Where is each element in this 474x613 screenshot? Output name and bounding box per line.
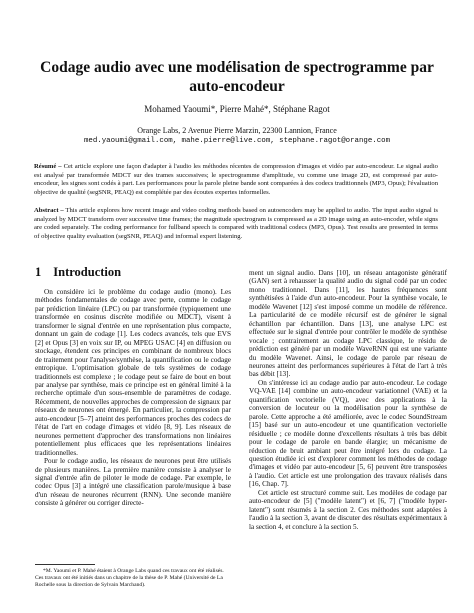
paper-title: [20, 58, 454, 96]
abstract-french-text: Cet article explore une façon d'adapter à l'audio les méthodes récentes de compression d'images et vidéo par auto-encodeur. Le signal audio est analysé par transformée MDCT sur des trames successives; le spectrogramme d'amplitude, vu comme une image 2D, est compressé par auto-encodeur, les signes sont codés à part. Les performances pour la parole pleine bande sont comparées à des codecs traditionnels (MP3, Opus); l'évaluation objective de qualité (segSNR, PEAQ) est complétée par des écoutes expertes informelles.: [34, 163, 438, 197]
paragraph: Pour le codage audio, les réseaux de neurones peut être utilisés de plusieurs manières. La première manière consiste à analyser le signal d'entrée afin de piloter le mode de codage. Par exemple, le codec Opus [3] a intégré une classification parole/musique à base d'un réseau de neurones récurrent (RNN). Une seconde manière consiste à générer ou corriger directe-: [35, 457, 231, 508]
author-emails: med.yaoumi@gmail.com, mahe.pierre@live.com, stephane.ragot@orange.com: [83, 137, 391, 145]
title-line-1: Codage audio avec une modélisation de spectrogramme par: [40, 59, 434, 76]
section-number: 1: [35, 265, 42, 279]
abstract-english-text: This article explores how recent image and video coding methods based on autoencoders may be applied to audio. The input audio signal is analyzed by MDCT transform over successive time frames; the magnitude spectrogram is compressed as a 2D image using an auto-encoder, while signs are coded separately. The coding performance for fullband speech is compared with traditional codecs (MP3, Opus). Test results are presented in terms of objective quality evaluation (segSNR, PEAQ) and informal expert listening.: [34, 207, 438, 241]
paragraph: ment un signal audio. Dans [10], un réseau antagoniste génératif (GAN) sert à rehausser la qualité audio du signal codé par un codec mono traditionnel. Dans [11], les hautes fréquences sont synthétisées à l'aide d'un auto-encodeur. Pour la synthèse vocale, le modèle Wavenet [12] s'est imposé comme un modèle de référence. La particularité de ce modèle récursif est de générer le signal échantillon par échantillon. Dans [13], une analyse LPC est effectuée sur le signal d'entrée pour contrôler le modèle de synthèse vocale ; contrairement au codage LPC classique, le résidu de prédiction est généré par un modèle WaveRNN qui est une variante du modèle Wavenet. Ainsi, le codage de parole par réseau de neurones atteint des performances supérieures à l'état de l'art à très bas débit [13].: [249, 269, 447, 379]
abstract-english: [34, 207, 438, 242]
affiliation: Orange Labs, 2 Avenue Pierre Marzin, 22300 Lannion, France: [137, 126, 337, 135]
right-column: [249, 269, 447, 531]
paragraph: On considère ici le problème du codage audio (mono). Les méthodes fondamentales de codage avec perte, comme le codage par prédiction linéaire (LPC) ou par transformée (typiquement une transformée en cosinus discrète modifiée ou MDCT), visent à transformer le signal d'entrée en une représentation plus compacte, donnant un gain de codage [1]. Les codecs avancés, tels que EVS [2] et Opus [3] en voix sur IP, ou MPEG USAC [4] en diffusion ou stockage, étendent ces principes en combinant de nombreux blocs de traitement pour l'analyse/synthèse, la quantification ou le codage entropique. L'optimisation globale de tels systèmes de codage traditionnels est complexe ; le codage peut se faire de bout en bout par analyse par synthèse, mais ce principe est en général limité à la recherche optimale d'un sous-ensemble de paramètres de codage. Récemment, de nouvelles approches de compression de signaux par réseaux de neurones ont émergé. En particulier, la compression par auto-encodeur [5–7] atteint des performances proches des codecs de l'état de l'art en codage d'images et vidéo [8, 9]. Les réseaux de neurones permettent d'approcher des transformations non linéaires potentiellement plus efficaces que les représentations linéaires traditionnelles.: [35, 288, 231, 457]
section-title: Introduction: [53, 265, 122, 279]
abstract-french: [34, 163, 438, 198]
footnote: [35, 568, 231, 588]
section-heading: [35, 265, 231, 279]
abstract-english-label: Abstract –: [34, 207, 64, 214]
abstract-french-label: Résumé –: [34, 163, 62, 170]
paragraph: On s'intéresse ici au codage audio par auto-encodeur. Le codage VQ-VAE [14] combine un auto-encodeur variationnel (VAE) et la quantification vectorielle (VQ), avec des applications à la conversion de locuteur ou la modélisation pour la synthèse de parole. Cette approche a été améliorée, avec le codec SoundStream [15] basé sur un auto-encodeur et une quantification vectorielle résiduelle ; ce modèle donne d'excellents résultats à très bas débit pour le codage de parole en bande élargie; un mécanisme de réduction de bruit ambiant peut être intégré lors du codage. La question étudiée ici est d'explorer comment les méthodes de codage d'images et vidéo par auto-encodeur [5, 6] peuvent être transposées à l'audio. Cet article est une prolongation des travaux réalisés dans [16, Chap. 7].: [249, 378, 447, 489]
footnote-rule: [35, 564, 95, 565]
author-list: Mohamed Yaoumi*, Pierre Mahé*, Stéphane Ragot: [144, 104, 330, 114]
footnote-text: *M. Yaoumi et P. Mahé étaient à Orange Labs quand ces travaux ont été réalisés. Ces travaux ont été initiés dans un chapitre de la thèse de P. Mahé (Université de La Rochelle sous la direction de Sylvain Marchand).: [35, 568, 224, 588]
paragraph: Cet article est structuré comme suit. Les modèles de codage par auto-encodeur de [5] ("modèle latent") et [6, 7] ("modèle hyper-latent") sont résumés à la section 2. Ces méthodes sont adaptées à l'audio à la section 3, avant de discuter des résultats expérimentaux à la section 4, et conclure à la section 5.: [249, 488, 447, 531]
title-line-2: auto-encodeur: [189, 78, 285, 95]
left-column: [35, 265, 231, 508]
